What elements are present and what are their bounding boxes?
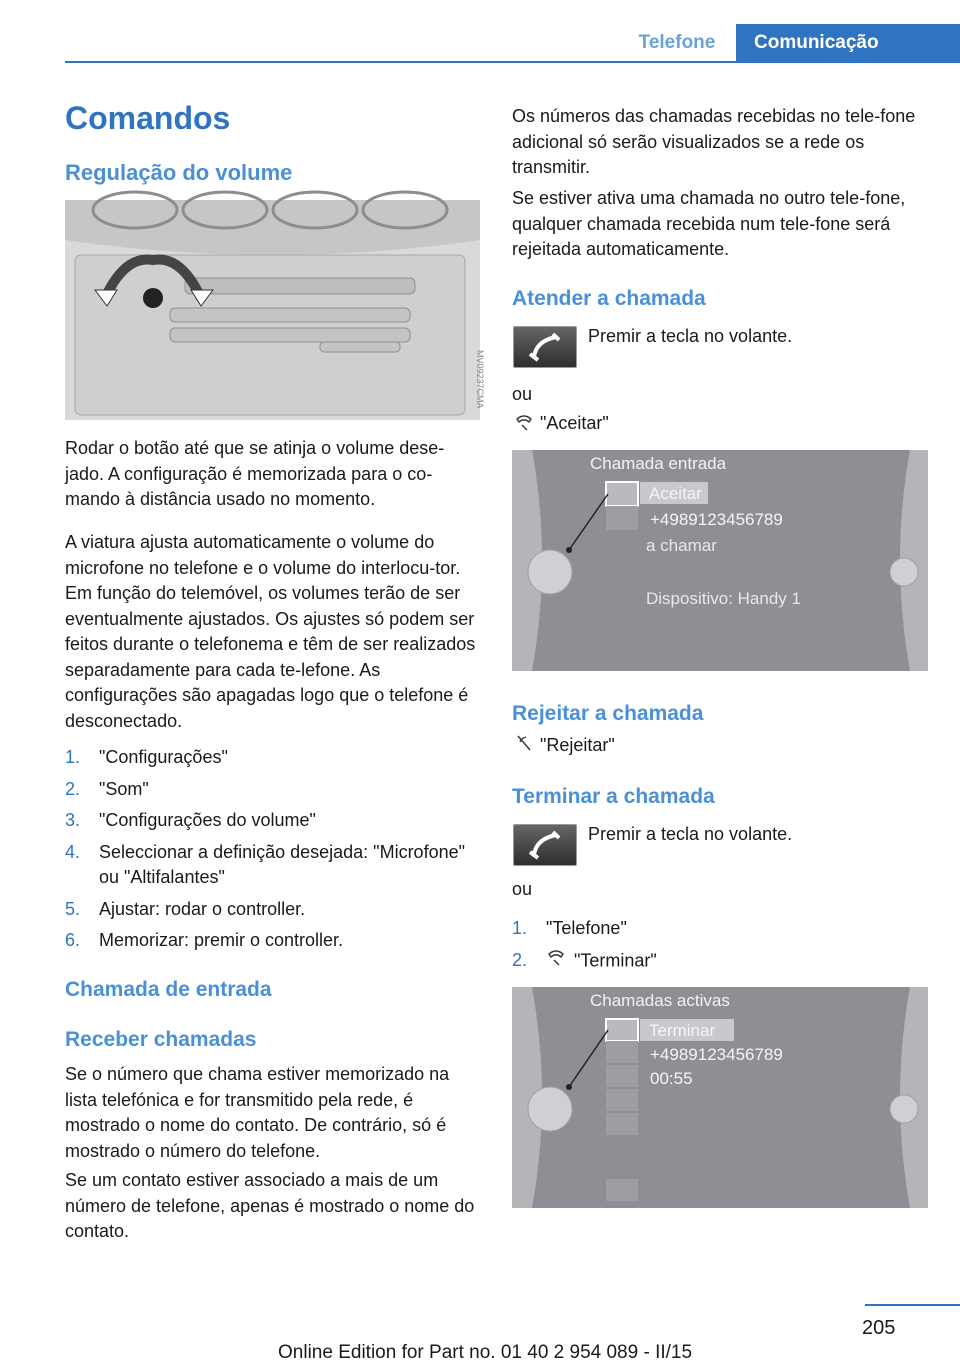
screen-end-button[interactable]: Terminar (649, 1021, 716, 1040)
list-item: 2. "Terminar" (512, 948, 912, 976)
screen-device: Dispositivo: Handy 1 (646, 589, 801, 608)
text-premir-1: Premir a tecla no volante. (588, 326, 793, 346)
heading-chamada-entrada: Chamada de entrada (65, 978, 272, 1001)
paragraph-right-2: Se estiver ativa uma chamada no outro tele-fone, qualquer chamada recebida num tele-fone será rejeitada automaticamente. (512, 188, 906, 259)
text-aceitar: "Aceitar" (540, 413, 609, 433)
list-item: 2. "Som" (65, 778, 149, 799)
list-item: 4. Seleccionar a definição desejada: "Microfone" ou "Altifalantes" (65, 841, 465, 887)
phone-end-icon (546, 948, 574, 976)
text-ou-1: ou (512, 384, 533, 404)
subsection-volume: Regulação do volume (65, 160, 293, 185)
steering-phone-key-icon (513, 326, 577, 368)
list-item: 1. "Telefone" (512, 918, 627, 938)
phone-reject-icon (514, 733, 534, 753)
dashboard-photo (65, 200, 485, 420)
text-rejeitar: "Rejeitar" (540, 735, 615, 755)
paragraph-receber-2: Se um contato estiver associado a mais de um número de telefone, apenas é mostrado o nome do contato. (65, 1170, 475, 1241)
header-tab-telefone: Telefone (638, 32, 716, 53)
volume-steps (65, 745, 465, 960)
text-premir-2: Premir a tecla no volante. (588, 824, 793, 844)
heading-receber-chamadas: Receber chamadas (65, 1028, 257, 1051)
paragraph-volume-2: A viatura ajusta automaticamente o volume do microfone no telefone e o volume do interlocu-tor. Em função do telemóvel, os volumes terão de ser eventualmente ajustados. Os ajustes só podem ser feitos durante o telefonema e têm de ser realizados separadamente para cada te-lefone. As configurações são apagadas logo que o telefone é desconectado. (65, 532, 476, 731)
list-item: 1. "Configurações" (65, 747, 228, 767)
list-item: 6. Memorizar: premir o controller. (65, 930, 344, 950)
paragraph-right-1: Os números das chamadas recebidas no tele-fone adicional só serão visualizados se a rede os transmitir. (512, 106, 916, 177)
page-number: 205 (862, 1317, 896, 1339)
footer-edition: Online Edition for Part no. 01 40 2 954 089 - II/15 (278, 1342, 693, 1363)
phone-accept-icon (514, 413, 534, 433)
heading-atender: Atender a chamada (512, 287, 706, 310)
screen-call-duration: 00:55 (650, 1069, 693, 1088)
steering-phone-key-icon (513, 824, 577, 866)
paragraph-receber-1: Se o número que chama estiver memorizado na lista telefónica e for transmitido pela rede, é mostrado o nome do contato. De contrário, só é mostrado o número do telefone. (65, 1064, 450, 1161)
text-ou-2: ou (512, 879, 533, 899)
screen-title: Chamada entrada (590, 454, 727, 473)
idrive-screen-active (512, 987, 928, 1208)
photo-code: MV09237CMA (475, 350, 485, 409)
list-item: 3. "Configurações do volume" (65, 810, 316, 830)
footer-rule (865, 1304, 960, 1306)
screen-title: Chamadas activas (590, 991, 730, 1010)
section-title: Comandos (65, 100, 231, 136)
screen-caller-number: +4989123456789 (650, 1045, 783, 1064)
screen-call-status: a chamar (646, 536, 717, 555)
paragraph-volume-1: Rodar o botão até que se atinja o volume dese-jado. A configuração é memorizada para o co-mando à distância usado no momento. (65, 438, 445, 509)
header-rule (65, 61, 960, 63)
screen-caller-number: +4989123456789 (650, 510, 783, 529)
terminar-steps (512, 916, 912, 981)
header-tab-comunicacao: Comunicação (736, 24, 960, 61)
heading-terminar: Terminar a chamada (512, 785, 715, 808)
list-item: 5. Ajustar: rodar o controller. (65, 898, 306, 919)
heading-rejeitar: Rejeitar a chamada (512, 702, 704, 725)
screen-accept-button[interactable]: Aceitar (649, 484, 702, 503)
idrive-screen-incoming (512, 450, 928, 671)
